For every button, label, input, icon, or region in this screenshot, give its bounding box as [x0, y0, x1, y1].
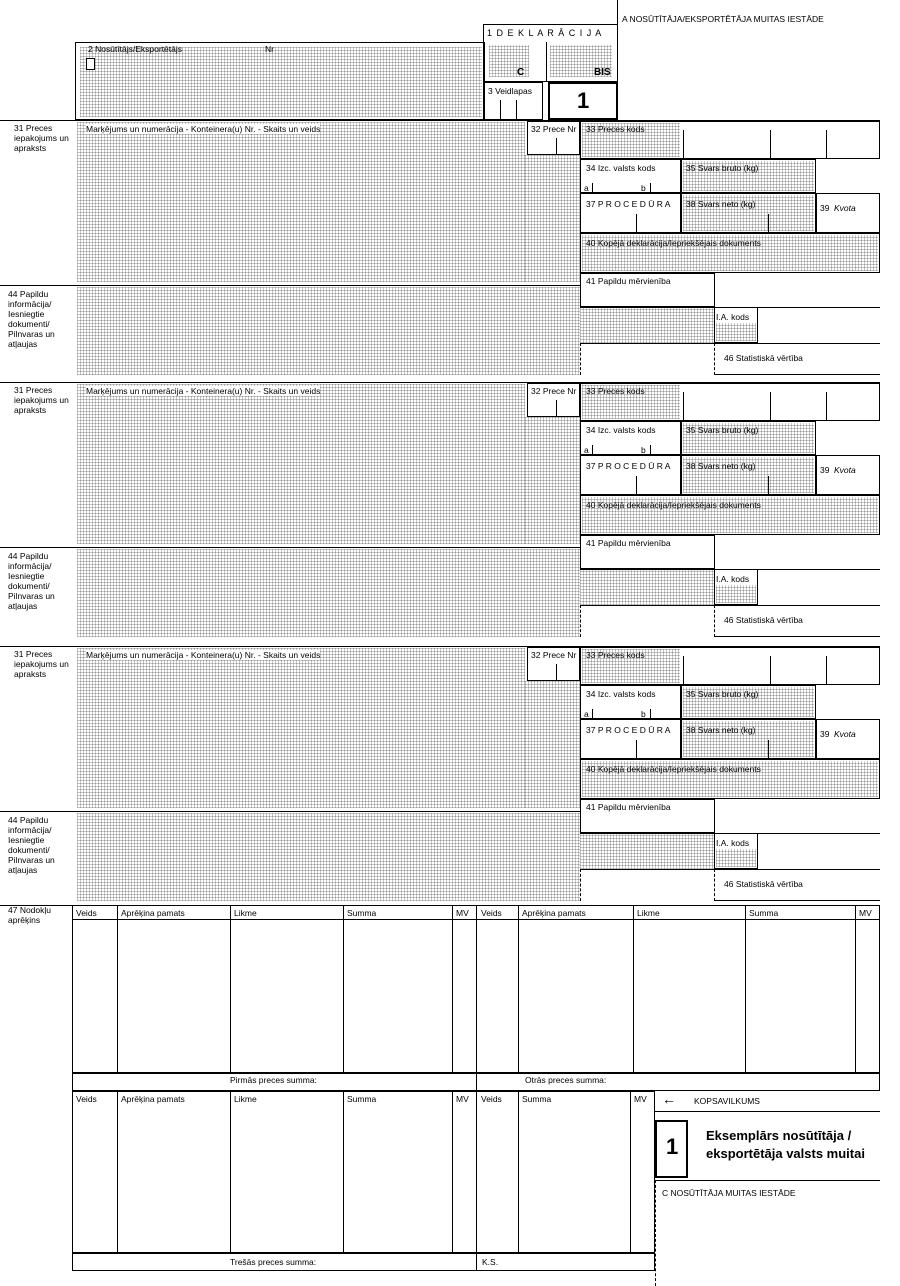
tax3-col-header-col_base: Aprēķina pamats [121, 1094, 185, 1104]
box-34-tick-b [650, 183, 651, 193]
tax-col-header-col_rate: Likme [637, 908, 660, 918]
box-35-label: 35 Svars bruto (kg) [686, 689, 759, 699]
box-39-quota[interactable] [816, 455, 880, 495]
box-1-title: 1 D E K L A R Ā C I J A [487, 28, 603, 38]
box-46-dash-left [580, 343, 581, 375]
box-40-label: 40 Kopējā deklarācija/Iepriekšējais dokuments [586, 500, 761, 510]
box-ia-label: I.A. kods [716, 312, 750, 322]
box-31-marks: Marķējums un numerācija - Konteinera(u) Nr. - Skaits un veids [86, 386, 321, 396]
box-34-label: 34 Izc. valsts kods [586, 425, 656, 435]
box-38-tick [768, 476, 769, 495]
box-34-a: a [584, 183, 589, 193]
ks-label: K.S. [482, 1257, 499, 1267]
box-38-tick [768, 740, 769, 759]
box-31-marks: Marķējums un numerācija - Konteinera(u) Nr. - Skaits un veids [86, 650, 321, 660]
box-31-marks: Marķējums un numerācija - Konteinera(u) Nr. - Skaits un veids [86, 124, 321, 134]
box-46-dash-top [580, 605, 714, 606]
tax-col-header-col_veids: Veids [481, 908, 502, 918]
box-33-div-1 [683, 392, 684, 421]
box-38-label: 38 Svars neto (kg) [686, 461, 756, 471]
tax-table-1 [72, 905, 477, 1073]
box-33-div-3 [826, 392, 827, 421]
box-34-a: a [584, 709, 589, 719]
box-31-label: 31 Preces iepakojums un apraksts [14, 123, 69, 153]
box-46-dash-right [714, 343, 715, 375]
tax4-col-header-col_mv: MV [634, 1094, 647, 1104]
summary-arrow: ← [662, 1091, 676, 1107]
box-38-tick [768, 214, 769, 233]
box-46-bottom [714, 636, 880, 637]
tax3-col-header-col_veids: Veids [76, 1094, 97, 1104]
box-37-label: 37 P R O C E D Ū R A [586, 461, 671, 471]
box-34-tick-a [592, 183, 593, 193]
box-37-label: 37 P R O C E D Ū R A [586, 199, 671, 209]
box-ia-hatch [716, 323, 756, 341]
box-40-label: 40 Kopējā deklarācija/Iepriekšējais dokuments [586, 764, 761, 774]
copy-number: 1 [666, 1134, 679, 1159]
ks-box[interactable] [477, 1253, 655, 1271]
box-46-bottom [714, 900, 880, 901]
box-41-label: 41 Papildu mērvienība [586, 802, 671, 812]
box-ia-label: I.A. kods [716, 838, 750, 848]
box-44-info-mid[interactable] [580, 307, 714, 343]
tax-col-header-col_sum: Summa [347, 908, 377, 918]
box-38-label: 38 Svars neto (kg) [686, 725, 756, 735]
box-37-tick [636, 214, 637, 233]
tax3-col-header-col_mv: MV [456, 1094, 469, 1104]
tax-table-4 [477, 1091, 655, 1253]
box-39-text: Kvota [834, 465, 856, 475]
box-46-dash-top [580, 343, 714, 344]
tax-col-header-col_sum: Summa [749, 908, 779, 918]
tax-col-divider [343, 905, 344, 1073]
box-33-label: 33 Preces kods [586, 124, 645, 134]
tax4-col-header-col_sum: Summa [522, 1094, 552, 1104]
box-2-hatch [80, 47, 482, 117]
box-31-description-low[interactable] [525, 681, 580, 808]
box-34-b: b [641, 709, 646, 719]
box-34-tick-a [592, 709, 593, 719]
box-39-quota[interactable] [816, 193, 880, 233]
copy-top-line [655, 1111, 880, 1112]
tax-col-divider [855, 905, 856, 1073]
box-44-label: 44 Papildu informācija/ Iesniegtie dokumenti/ Pilnvaras un atļaujas [8, 815, 55, 875]
box-a-label: A NOSŪTĪTĀJA/EKSPORTĒTĀJA MUITAS IESTĀDE [622, 14, 824, 24]
box-3-tick-2 [516, 100, 517, 120]
box-31-label: 31 Preces iepakojums un apraksts [14, 385, 69, 415]
box-44-top [0, 285, 580, 286]
box-33-label: 33 Preces kods [586, 386, 645, 396]
box-46-dash-right [714, 869, 715, 901]
box-35-label: 35 Svars bruto (kg) [686, 163, 759, 173]
box-32-tick [556, 138, 557, 155]
first-total-box[interactable] [72, 1073, 477, 1091]
copy-line-1: Eksemplārs nosūtītāja / [706, 1128, 852, 1143]
box-34-a: a [584, 445, 589, 455]
second-item-total: Otrās preces summa: [525, 1075, 607, 1085]
tax-col-header-col_base: Aprēķina pamats [522, 908, 586, 918]
box-c-dashed [655, 1180, 656, 1286]
tax-col-header-col_base: Aprēķina pamats [121, 908, 185, 918]
tax3-col-header-col_sum: Summa [347, 1094, 377, 1104]
box-1-bis: BIS [594, 67, 611, 78]
box-31-label: 31 Preces iepakojums un apraksts [14, 649, 69, 679]
box-c-label: C NOSŪTĪTĀJA MUITAS IESTĀDE [662, 1188, 796, 1198]
box-33-div-2 [770, 656, 771, 685]
box-44-info-mid[interactable] [580, 569, 714, 605]
box-2-title: 2 Nosūtītājs/Eksportētājs [88, 44, 183, 54]
box-44-top [0, 547, 580, 548]
box-41-label: 41 Papildu mērvienība [586, 538, 671, 548]
box-41-label: 41 Papildu mērvienība [586, 276, 671, 286]
tax-col-divider [633, 905, 634, 1073]
box-34-label: 34 Izc. valsts kods [586, 163, 656, 173]
tax-col-header-col_mv: MV [859, 908, 872, 918]
box-31-description-low[interactable] [525, 417, 580, 544]
box-1-c: C [517, 67, 525, 78]
box-39-num: 39 [820, 203, 830, 213]
box-33-div-3 [826, 656, 827, 685]
box-46-label: 46 Statistiskā vērtība [724, 353, 803, 363]
box-33-div-2 [770, 392, 771, 421]
box-34-tick-b [650, 709, 651, 719]
box-2-label [88, 44, 182, 54]
box-2-checkbox[interactable] [86, 58, 95, 70]
box-33-div-1 [683, 130, 684, 159]
box-3-tick-1 [500, 100, 501, 120]
third-total-box[interactable] [72, 1253, 477, 1271]
tax-col-header-col_mv: MV [456, 908, 469, 918]
tax-col-divider [518, 905, 519, 1073]
box-32-label: 32 Prece Nr [531, 650, 577, 660]
box-33-label: 33 Preces kods [586, 650, 645, 660]
tax-col-divider [452, 905, 453, 1073]
box-ia-hatch [716, 849, 756, 867]
box-38-label: 38 Svars neto (kg) [686, 199, 756, 209]
box-32-tick [556, 664, 557, 681]
box-34-b: b [641, 445, 646, 455]
box-35-label: 35 Svars bruto (kg) [686, 425, 759, 435]
box-33-div-2 [770, 130, 771, 159]
third-item-total: Trešās preces summa: [230, 1257, 317, 1267]
box-32-tick [556, 400, 557, 417]
box-46-bottom [714, 374, 880, 375]
box-37-tick [636, 476, 637, 495]
box-44-top [0, 811, 580, 812]
tax-col-header-col_rate: Likme [234, 908, 257, 918]
box-40-label: 40 Kopējā deklarācija/Iepriekšējais dokuments [586, 238, 761, 248]
box-2-nr: Nr [265, 44, 274, 54]
box-34-tick-a [592, 445, 593, 455]
tax-col-divider [745, 905, 746, 1073]
box-31-description[interactable] [77, 648, 525, 808]
first-item-total: Pirmās preces summa: [230, 1075, 317, 1085]
tax-col-header-col_veids: Veids [76, 908, 97, 918]
box-46-dash-left [580, 869, 581, 901]
box-33-div-1 [683, 656, 684, 685]
box-39-text: Kvota [834, 203, 856, 213]
box-39-quota[interactable] [816, 719, 880, 759]
box-44-info[interactable] [77, 287, 580, 375]
box-47-label: 47 Nodokļu aprēķins [8, 905, 52, 925]
box-46-dash-top [580, 869, 714, 870]
copy-number-top: 1 [577, 88, 590, 113]
box-44-info[interactable] [77, 549, 580, 637]
box-32-label: 32 Prece Nr [531, 386, 577, 396]
box-ia-label: I.A. kods [716, 574, 750, 584]
box-46-dash-left [580, 605, 581, 637]
box-37-tick [636, 740, 637, 759]
box-31-description[interactable] [77, 122, 525, 282]
box-39-text: Kvota [834, 729, 856, 739]
box-3-label: 3 Veidlapas [488, 86, 532, 96]
box-37-label: 37 P R O C E D Ū R A [586, 725, 671, 735]
box-34-label: 34 Izc. valsts kods [586, 689, 656, 699]
box-31-description-low[interactable] [525, 155, 580, 282]
box-39-num: 39 [820, 465, 830, 475]
box-34-b: b [641, 183, 646, 193]
box-32-label: 32 Prece Nr [531, 124, 577, 134]
box-44-label: 44 Papildu informācija/ Iesniegtie dokumenti/ Pilnvaras un atļaujas [8, 289, 55, 349]
tax-table-3 [72, 1091, 477, 1253]
second-total-box[interactable] [477, 1073, 880, 1091]
box-39-num: 39 [820, 729, 830, 739]
box-46-dash-right [714, 605, 715, 637]
box-46-label: 46 Statistiskā vērtība [724, 879, 803, 889]
box-ia-hatch [716, 585, 756, 603]
copy-line-2: eksportētāja valsts muitai [706, 1146, 865, 1161]
tax-table-2 [477, 905, 880, 1073]
box-33-div-3 [826, 130, 827, 159]
tax4-col-header-col_veids: Veids [481, 1094, 502, 1104]
tax-col-divider [230, 905, 231, 1073]
summary-label: KOPSAVILKUMS [694, 1096, 760, 1106]
box-44-info-mid[interactable] [580, 833, 714, 869]
tax3-col-header-col_rate: Likme [234, 1094, 257, 1104]
box-44-label: 44 Papildu informācija/ Iesniegtie dokumenti/ Pilnvaras un atļaujas [8, 551, 55, 611]
box-46-label: 46 Statistiskā vērtība [724, 615, 803, 625]
tax-header-line [72, 919, 880, 920]
right-top-line [617, 0, 618, 24]
box-1-divider [546, 42, 547, 82]
box-34-tick-b [650, 445, 651, 455]
box-44-info[interactable] [77, 813, 580, 901]
copy-bottom-line [655, 1180, 880, 1181]
tax-col-divider [117, 905, 118, 1073]
box-31-description[interactable] [77, 384, 525, 544]
